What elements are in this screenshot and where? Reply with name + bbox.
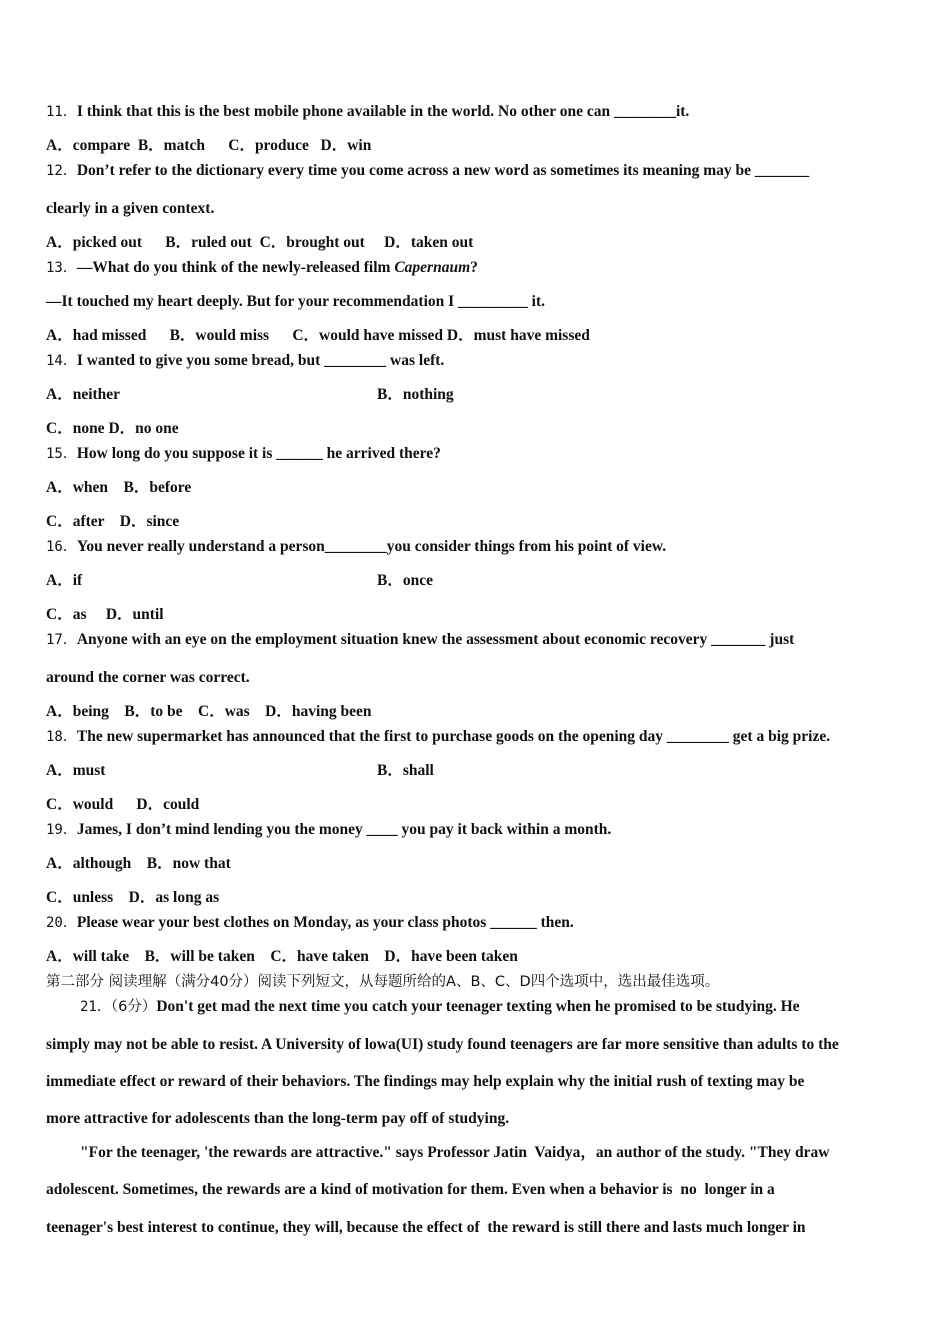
- passage-text: Don't get mad the next time you catch your teenager texting when he promised to be studying. He: [156, 998, 800, 1015]
- question-number: 19．: [46, 822, 77, 838]
- option-a: A．neither: [46, 386, 121, 403]
- question-14-options-row1: [46, 385, 120, 405]
- question-number: 20．: [46, 915, 77, 931]
- question-12-stem: [46, 161, 809, 181]
- question-16-stem: [46, 537, 666, 557]
- question-text: —What do you think of the newly-released film: [76, 259, 395, 276]
- passage-line-1: [80, 997, 800, 1017]
- question-18-options-row2: C．would D．could: [46, 796, 200, 813]
- section-heading: 第二部分 阅读理解（满分40分）阅读下列短文，从每题所给的A、B、C、D四个选项中，选出最佳选项。: [46, 974, 720, 990]
- question-number: 11．: [46, 104, 77, 120]
- question-18-option-a: A．must: [46, 762, 106, 779]
- question-number: 16．: [46, 539, 77, 555]
- question-text: I wanted to give you some bread, but ________ was left.: [76, 352, 445, 369]
- passage-line-2: simply may not be able to resist. A University of lowa(UI) study found teenagers are far more sensitive than adults to the: [46, 1036, 839, 1053]
- question-number: 14．: [46, 353, 77, 369]
- question-text: How long do you suppose it is ______ he arrived there?: [76, 445, 441, 462]
- passage-line-3: immediate effect or reward of their behaviors. The findings may help explain why the initial rush of texting may be: [46, 1073, 805, 1090]
- question-16-options-row2: C．as D．until: [46, 606, 164, 623]
- question-18-option-b: B．shall: [377, 762, 434, 779]
- question-text: Anyone with an eye on the employment situation knew the assessment about economic recovery _______ just: [76, 631, 795, 648]
- question-14-stem: [46, 351, 444, 371]
- question-17-options: A．being B．to be C．was D．having been: [46, 703, 372, 720]
- question-20-options: A．will take B．will be taken C．have taken D．have been taken: [46, 948, 518, 965]
- question-11-options: A．compare B．match C．produce D．win: [46, 137, 372, 154]
- question-text: The new supermarket has announced that the first to purchase goods on the opening day ________ get a big prize.: [76, 728, 831, 745]
- passage-line-6: adolescent. Sometimes, the rewards are a kind of motivation for them. Even when a behavior is no longer in a: [46, 1181, 775, 1198]
- score-label: （6分）: [110, 999, 157, 1015]
- question-number: 13．: [46, 260, 77, 276]
- question-text: You never really understand a person________you consider things from his point of view.: [76, 538, 667, 555]
- passage-line-7: teenager's best interest to continue, they will, because the effect of the reward is still there and lasts much longer in: [46, 1219, 806, 1236]
- question-text: Don’t refer to the dictionary every time you come across a new word as sometimes its meaning may be _______: [76, 162, 810, 179]
- question-19-options-row1: A．although B．now that: [46, 855, 231, 872]
- question-14-options-row2: C．none D．no one: [46, 420, 179, 437]
- question-13-stem-cont: —It touched my heart deeply. But for your recommendation I _________ it.: [46, 293, 545, 310]
- question-11-stem: [46, 102, 689, 122]
- question-16-option-a: A．if: [46, 572, 83, 589]
- question-19-stem: [46, 820, 611, 840]
- passage-line-4: more attractive for adolescents than the long-term pay off of studying.: [46, 1110, 510, 1127]
- question-12-options: A．picked out B．ruled out C．brought out D．taken out: [46, 234, 474, 251]
- question-17-stem: [46, 630, 794, 650]
- question-15-options-row2: C．after D．since: [46, 513, 180, 530]
- passage-line-5: "For the teenager, 'the rewards are attractive." says Professor Jatin Vaidya，an author of the study. "They draw: [80, 1144, 830, 1161]
- question-18-stem: [46, 727, 830, 747]
- question-number: 17．: [46, 632, 77, 648]
- question-15-stem: [46, 444, 441, 464]
- question-19-options-row2: C．unless D．as long as: [46, 889, 220, 906]
- question-number: 12．: [46, 163, 77, 179]
- question-13-options: A．had missed B．would miss C．would have missed D．must have missed: [46, 327, 590, 344]
- question-number: 18．: [46, 729, 77, 745]
- question-14-option-b: B．nothing: [377, 386, 454, 403]
- question-text: Please wear your best clothes on Monday, as your class photos ______ then.: [76, 914, 574, 931]
- question-number: 21．: [80, 999, 111, 1015]
- question-13-stem: [46, 258, 478, 278]
- question-16-option-b: B．once: [377, 572, 433, 589]
- question-12-stem-cont: clearly in a given context.: [46, 200, 215, 217]
- film-title: Capernaum: [394, 259, 471, 276]
- question-number: 15．: [46, 446, 77, 462]
- question-text-end: ?: [470, 259, 478, 276]
- question-text: I think that this is the best mobile phone available in the world. No other one can ________it.: [76, 103, 690, 120]
- question-20-stem: [46, 913, 574, 933]
- question-text: James, I don’t mind lending you the money ____ you pay it back within a month.: [76, 821, 612, 838]
- question-15-options-row1: A．when B．before: [46, 479, 192, 496]
- question-17-stem-cont: around the corner was correct.: [46, 669, 250, 686]
